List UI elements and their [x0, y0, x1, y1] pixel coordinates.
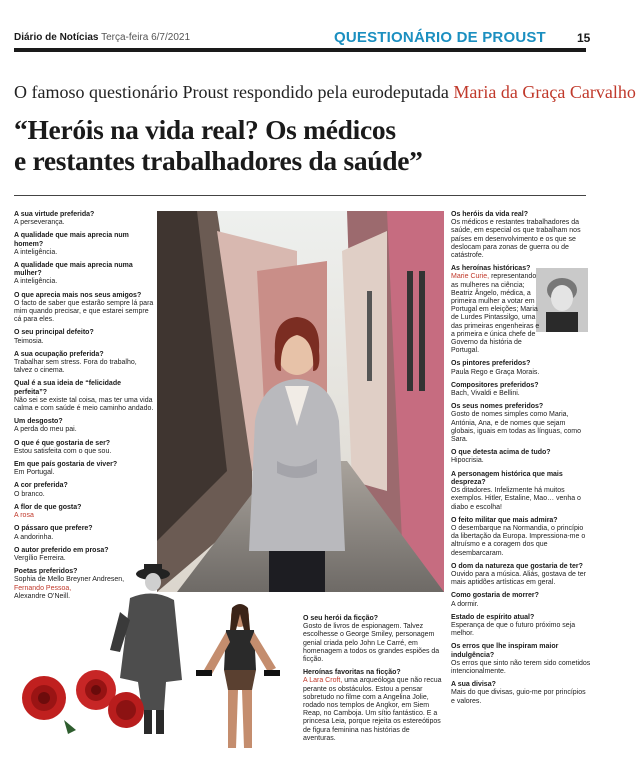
question: Como gostaria de morrer? [451, 592, 539, 600]
answer: O branco. [14, 490, 45, 498]
answer: Gosto de nomes simples como Maria, Antónia, Ana, e de nomes que sejam globais, iguais em todas as línguas, como Sara. [451, 411, 581, 444]
question: Um desgosto? [14, 418, 63, 426]
question: O dom da natureza que gostaria de ter? [451, 562, 583, 570]
question: O pássaro que prefere? [14, 525, 93, 533]
qa-item [451, 643, 591, 676]
answer: Os médicos e restantes trabalhadores da saúde, em especial os que trabalham nos países em desenvolvimento e os que se deslocam para zonas de guerra ou de catástrofe. [451, 219, 581, 260]
question: Estado de espírito atual? [451, 613, 535, 621]
question: O que aprecia mais nos seus amigos? [14, 291, 142, 299]
question: O que é que gostaria de ser? [14, 439, 111, 447]
qa-item [451, 563, 591, 588]
qa-item [303, 669, 443, 743]
qa-item [14, 211, 154, 227]
question: Qual é a sua ideia de “felicidade perfeita”? [14, 380, 121, 396]
lara-croft-illustration [190, 600, 285, 750]
street-photo [157, 211, 444, 592]
qa-item [14, 482, 154, 498]
roses-image [14, 660, 154, 740]
answer: Os ditadores. Infelizmente há muitos exemplos. Hitler, Estaline, Mao… venha o diabo e escolha! [451, 487, 581, 511]
qa-item [14, 292, 154, 325]
answer-text: representando as mulheres na ciência; Beatriz Ângelo, médica, a primeira mulher a votar em Portugal em eleições; Maria de Lurdes Pintassilgo, uma das primeiras engenheiras e a primeira e única chefe de Governo da história de Portugal. [451, 273, 540, 355]
answer: Esperança de que o futuro próximo seja melhor. [451, 621, 576, 638]
qa-item [14, 262, 154, 287]
answer: A inteligência. [14, 278, 58, 286]
qa-item [451, 592, 591, 608]
question: Os pintores preferidos? [451, 360, 531, 368]
answer-highlight: Fernando Pessoa, [14, 584, 72, 592]
question: Compositores preferidos? [451, 381, 539, 389]
qa-item [14, 440, 154, 456]
headline [14, 114, 574, 176]
answer: A perseverança. [14, 219, 65, 227]
answer: Paula Rego e Graça Morais. [451, 368, 540, 376]
qa-item [451, 681, 591, 706]
qa-item [451, 265, 591, 355]
headline-line-1: “Heróis na vida real? Os médicos [14, 114, 396, 145]
intro-line [14, 82, 636, 103]
question: Heroínas favoritas na ficção? [303, 669, 401, 677]
qa-item [14, 351, 154, 376]
answer: A rosa [14, 512, 34, 520]
answer: Hipocrisia. [451, 457, 484, 465]
answer: O facto de saber que estarão sempre lá para mim quando precisar, e que estarei sempre cá para eles. [14, 299, 154, 324]
answer: Alexandre O’Neill. [14, 592, 71, 600]
question: A cor preferida? [14, 482, 68, 490]
question: O autor preferido em prosa? [14, 546, 109, 554]
answer: Mais do que divisas, guio-me por princípios e valores. [451, 689, 586, 705]
headline-line-2: e restantes trabalhadores da saúde” [14, 145, 423, 176]
qa-item [451, 403, 591, 444]
answer: A dormir. [451, 600, 479, 608]
page-number: 15 [577, 31, 591, 45]
qa-item [14, 380, 154, 413]
question: Os seus nomes preferidos? [451, 403, 544, 411]
answer: Estou satisfeita com o que sou. [14, 447, 112, 455]
question: Os heróis da vida real? [451, 211, 529, 218]
question: O seu herói da ficção? [303, 615, 379, 622]
middle-column [303, 615, 443, 748]
publication-line [14, 32, 190, 43]
question: O que detesta acima de tudo? [451, 449, 551, 457]
question: A qualidade que mais aprecia num homem? [14, 232, 129, 248]
section-title: QUESTIONÁRIO DE PROUST [334, 29, 546, 46]
answer-text: uma arqueóloga que não recua perante os obstáculos. Estou a pensar sobretudo no filme com a Angelina Jolie, rodado nos templos de Angkor, em Siem Reap, no Camboja. Um sítio fantástico. E a princesa Leia, porque rejeita os estereótipos de figura feminina nas histórias de aventuras. [303, 677, 442, 742]
main-photo [157, 211, 444, 592]
qa-item [451, 449, 591, 465]
question: A sua virtude preferida? [14, 211, 95, 218]
answer: Ouvido para a música. Aliás, gostava de ter mais aptidões artísticas em geral. [451, 570, 587, 587]
answer: A inteligência. [14, 248, 58, 256]
page-header [0, 0, 600, 52]
question: A sua ocupação preferida? [14, 350, 104, 358]
qa-item [451, 517, 591, 558]
header-rule [14, 48, 586, 52]
question: A personagem histórica que mais despreza? [451, 470, 563, 486]
qa-item [451, 211, 591, 260]
qa-item [14, 418, 154, 434]
question: Em que país gostaria de viver? [14, 461, 118, 469]
interviewee-name: Maria da Graça Carvalho [453, 82, 636, 102]
answer: A perda do meu pai. [14, 426, 77, 434]
qa-item [303, 615, 443, 664]
answer: Sophia de Mello Breyner Andresen, [14, 576, 125, 584]
publication-name: Diário de Notícias [14, 32, 99, 43]
answer: A andorinha. [14, 533, 54, 541]
answer: Não sei se existe tal coisa, mas ter uma vida calma e com saúde é meio caminho andado. [14, 396, 154, 413]
answer-highlight: A Lara Croft, [303, 677, 343, 685]
intro-text: O famoso questionário Proust respondido pela eurodeputada [14, 82, 449, 102]
question: As heroínas históricas? [451, 265, 531, 273]
answer: Em Portugal. [14, 469, 55, 477]
answer: Bach, Vivaldi e Bellini. [451, 390, 520, 398]
qa-item [14, 329, 154, 345]
qa-item [451, 360, 591, 376]
roses-illustration [14, 660, 154, 740]
answer: Trabalhar sem stress. Fora do trabalho, talvez o cinema. [14, 359, 137, 375]
qa-item [451, 614, 591, 639]
left-column [14, 211, 154, 606]
question: O seu principal defeito? [14, 329, 94, 337]
qa-item [14, 504, 154, 520]
question: O feito militar que mais admira? [451, 516, 558, 524]
question: A flor de que gosta? [14, 503, 82, 511]
qa-item [451, 382, 591, 398]
qa-item [14, 461, 154, 477]
question: A sua divisa? [451, 681, 496, 689]
qa-item [14, 525, 154, 541]
qa-item [451, 471, 591, 512]
qa-item [14, 232, 154, 257]
answer [303, 677, 443, 743]
lara-croft-image [190, 600, 285, 750]
answer-highlight: Marie Curie, [451, 273, 490, 281]
answer: O desembarque na Normandia, o princípio da libertação da Europa. Impressiona-me o altruísmo e a coragem dos que desembarcaram. [451, 524, 586, 557]
publication-date: Terça-feira 6/7/2021 [101, 32, 191, 43]
right-column [451, 211, 591, 711]
answer: Os erros que sinto não terem sido cometidos intencionalmente. [451, 659, 591, 675]
headline-rule [14, 195, 586, 196]
question: Poetas preferidos? [14, 568, 78, 576]
question: A qualidade que mais aprecia numa mulher? [14, 262, 133, 278]
answer: Gosto de livros de espionagem. Talvez escolhesse o George Smiley, personagem genial criada pelo John Le Carré, em homenagem a todos os grandes espiões da ficção. [303, 623, 440, 664]
answer: Vergílio Ferreira. [14, 554, 66, 562]
question: Os erros que lhe inspiram maior indulgência? [451, 643, 559, 659]
answer [451, 273, 545, 355]
answer: Teimosia. [14, 337, 44, 345]
